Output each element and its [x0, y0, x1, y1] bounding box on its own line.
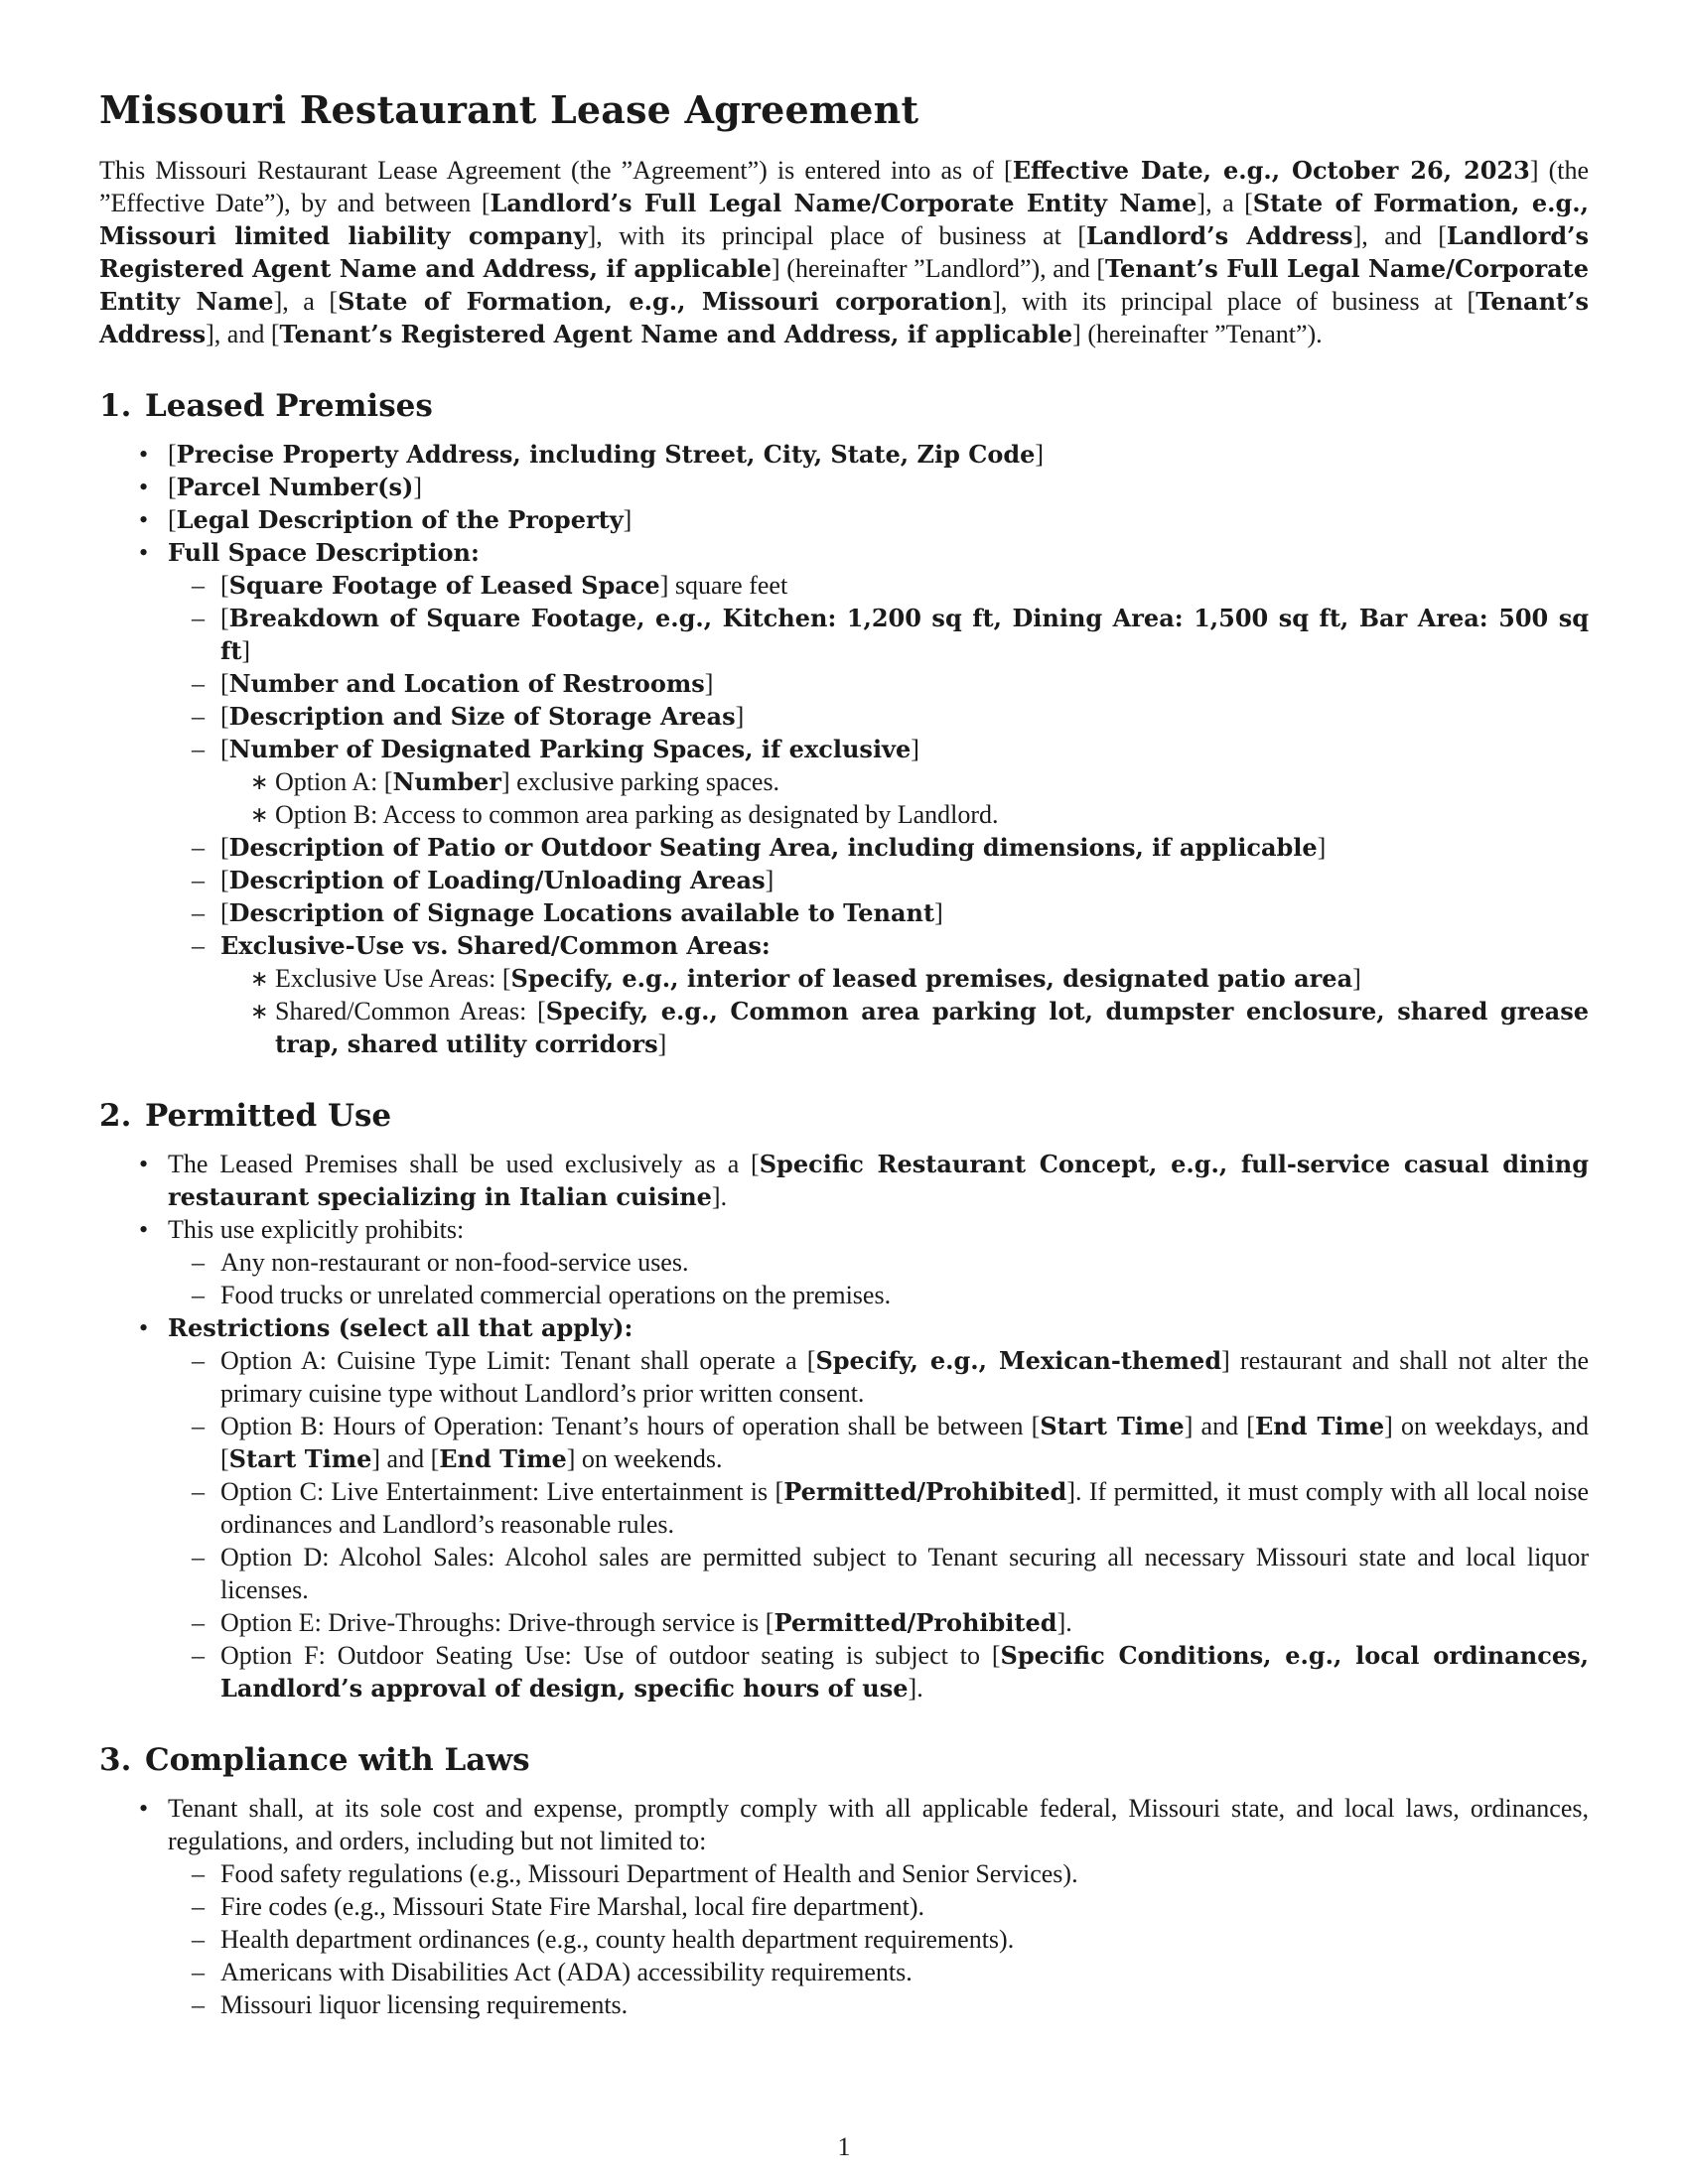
placeholder-field: Landlord’s Full Legal Name/Corporate Entity Name — [490, 189, 1197, 217]
placeholder-field: Description of Loading/Unloading Areas — [228, 866, 766, 894]
text-run: Health department ordinances (e.g., county health department requirements). — [220, 1925, 1015, 1954]
sections-container — [99, 388, 1589, 2021]
text-run: Tenant shall, at its sole cost and expense, promptly comply with all applicable federal, Missouri state, and local laws, ordinances, regulations, and orders, including but not limited to: — [168, 1794, 1589, 1855]
text-run: Option A: [ — [275, 767, 393, 796]
text-run: ] — [765, 866, 774, 894]
text-run: ] (hereinafter ”Tenant”). — [1072, 320, 1323, 348]
text-run: ] — [1317, 833, 1327, 862]
text-run: ] — [911, 735, 919, 763]
section-title: Permitted Use — [145, 1098, 392, 1134]
list-item — [99, 438, 1589, 471]
list-item — [160, 1410, 1589, 1475]
section-2 — [99, 1098, 1589, 1705]
list-item — [99, 1148, 1589, 1213]
list-item — [160, 1857, 1589, 1890]
list-item — [160, 700, 1589, 733]
text-run: ] exclusive parking spaces. — [500, 767, 780, 796]
document-page — [99, 87, 1589, 2021]
text-run: Food trucks or unrelated commercial operations on the premises. — [220, 1281, 892, 1309]
text-run: ], and [ — [1352, 221, 1447, 250]
list-item — [99, 1311, 1589, 1705]
list-item — [160, 569, 1589, 602]
text-run: [ — [168, 473, 177, 501]
section-number: 2. — [99, 1098, 132, 1134]
list-item — [160, 1988, 1589, 2021]
list-item — [160, 667, 1589, 700]
list-item — [160, 1344, 1589, 1410]
list-item — [220, 995, 1589, 1060]
section-1 — [99, 388, 1589, 1060]
list-item — [99, 503, 1589, 536]
list-item — [160, 1956, 1589, 1988]
text-run: ]. — [1056, 1608, 1072, 1637]
placeholder-field: Number of Designated Parking Spaces, if exclusive — [228, 735, 912, 763]
text-run: Option B: Hours of Operation: Tenant’s hours of operation shall be between [ — [220, 1412, 1041, 1440]
text-run: ], with its principal place of business at [ — [587, 221, 1086, 250]
section-3 — [99, 1742, 1589, 2021]
text-run: Option C: Live Entertainment: Live entertainment is [ — [220, 1477, 784, 1506]
placeholder-field: End Time — [439, 1444, 567, 1473]
placeholder-field: Permitted/Prohibited — [783, 1477, 1067, 1506]
list-level-2 — [160, 1344, 1589, 1705]
text-run: Missouri liquor licensing requirements. — [220, 1990, 629, 2019]
text-run: [ — [220, 571, 229, 600]
list-level-3 — [220, 962, 1589, 1060]
text-run: ], and [ — [206, 320, 280, 348]
text-run: ] (the ”Effective Date”), by and between [ — [99, 156, 1589, 217]
text-run: [ — [168, 505, 177, 534]
list-item — [160, 864, 1589, 896]
list-level-3 — [220, 765, 1589, 831]
placeholder-field: Landlord’s Registered Agent Name and Address, if applicable — [99, 221, 1589, 283]
placeholder-field: Number — [392, 767, 501, 796]
placeholder-field: Full Space Description: — [168, 538, 480, 567]
placeholder-field: Start Time — [228, 1444, 372, 1473]
list-item — [160, 1279, 1589, 1311]
placeholder-field: Specific Restaurant Concept, e.g., full-service casual dining restaurant specializing in Italian cuisine — [168, 1150, 1589, 1211]
section-number: 3. — [99, 1742, 132, 1778]
list-item — [160, 1475, 1589, 1541]
list-item — [160, 1246, 1589, 1279]
intro-paragraph — [99, 154, 1589, 350]
section-number: 1. — [99, 388, 132, 424]
text-run: Option D: Alcohol Sales: Alcohol sales are permitted subject to Tenant securing all necessary Missouri state and local liquor licenses. — [220, 1543, 1589, 1604]
placeholder-field: Landlord’s Address — [1086, 221, 1353, 250]
text-run: This use explicitly prohibits: — [168, 1215, 465, 1244]
text-run: ] and [ — [1184, 1412, 1255, 1440]
list-item — [160, 896, 1589, 929]
text-run: The Leased Premises shall be used exclusively as a [ — [168, 1150, 760, 1178]
placeholder-field: Square Footage of Leased Space — [228, 571, 660, 600]
text-run: ], a [ — [1196, 189, 1253, 217]
text-run: This Missouri Restaurant Lease Agreement (the ”Agreement”) is entered into as of [ — [99, 156, 1013, 185]
text-run: ] — [657, 1029, 667, 1058]
text-run: [ — [220, 833, 229, 862]
text-run: ] square feet — [659, 571, 788, 600]
placeholder-field: Parcel Number(s) — [176, 473, 414, 501]
placeholder-field: Exclusive-Use vs. Shared/Common Areas: — [220, 931, 771, 960]
list-item — [99, 1792, 1589, 2021]
text-run: Fire codes (e.g., Missouri State Fire Marshal, local fire department). — [220, 1892, 925, 1921]
text-run: ]. If permitted, it must comply with all local noise ordinances and Landlord’s reasonable rules. — [220, 1477, 1589, 1539]
text-run: ] — [623, 505, 633, 534]
text-run: Option E: Drive-Throughs: Drive-through service is [ — [220, 1608, 774, 1637]
placeholder-field: Description and Size of Storage Areas — [228, 702, 736, 731]
text-run: ]. — [711, 1182, 728, 1211]
list-level-1 — [99, 438, 1589, 1060]
placeholder-field: State of Formation, e.g., Missouri limited liability company — [99, 189, 1590, 250]
text-run: ] — [1352, 964, 1361, 993]
text-run: ] — [735, 702, 745, 731]
placeholder-field: Number and Location of Restrooms — [228, 669, 705, 698]
text-run: ] — [704, 669, 714, 698]
text-run: ] restaurant and shall not alter the primary cuisine type without Landlord’s prior written consent. — [220, 1346, 1589, 1408]
placeholder-field: Effective Date, e.g., October 26, 2023 — [1012, 156, 1530, 185]
placeholder-field: Description of Signage Locations available to Tenant — [228, 898, 935, 927]
list-item — [220, 962, 1589, 995]
text-run: ] on weekdays, and [ — [220, 1412, 1589, 1473]
list-item — [160, 1639, 1589, 1705]
text-run: [ — [168, 440, 177, 469]
document-title: Missouri Restaurant Lease Agreement — [99, 87, 919, 132]
text-run: ]. — [908, 1674, 923, 1703]
section-heading — [99, 1098, 1589, 1134]
text-run: ] — [934, 898, 943, 927]
placeholder-field: Description of Patio or Outdoor Seating Area, including dimensions, if applicable — [228, 833, 1318, 862]
text-run: ] — [413, 473, 422, 501]
text-run: Exclusive Use Areas: [ — [275, 964, 511, 993]
list-level-1 — [99, 1148, 1589, 1705]
text-run: [ — [220, 898, 229, 927]
placeholder-field: Specify, e.g., interior of leased premises, designated patio area — [510, 964, 1353, 993]
section-heading — [99, 388, 1589, 424]
list-item — [160, 1606, 1589, 1639]
text-run: [ — [220, 604, 229, 632]
placeholder-field: Permitted/Prohibited — [774, 1608, 1057, 1637]
text-run: ], a [ — [273, 287, 339, 316]
placeholder-field: Precise Property Address, including Street, City, State, Zip Code — [176, 440, 1036, 469]
list-item — [99, 1213, 1589, 1311]
placeholder-field: End Time — [1254, 1412, 1385, 1440]
placeholder-field: Legal Description of the Property — [176, 505, 624, 534]
section-title: Leased Premises — [145, 388, 433, 424]
placeholder-field: Start Time — [1040, 1412, 1185, 1440]
placeholder-field: Restrictions (select all that apply): — [168, 1313, 633, 1342]
placeholder-field: State of Formation, e.g., Missouri corporation — [338, 287, 993, 316]
list-item — [160, 1890, 1589, 1923]
placeholder-field: Tenant’s Address — [99, 287, 1589, 348]
list-item — [99, 536, 1589, 1060]
page-number: 1 — [837, 2132, 851, 2161]
text-run: Any non-restaurant or non-food-service uses. — [220, 1248, 689, 1277]
placeholder-field: Tenant’s Registered Agent Name and Address, if applicable — [279, 320, 1073, 348]
text-run: Food safety regulations (e.g., Missouri Department of Health and Senior Services). — [220, 1859, 1078, 1888]
list-level-2 — [160, 1246, 1589, 1311]
list-item — [220, 765, 1589, 798]
placeholder-field: Tenant’s Full Legal Name/Corporate Entity Name — [99, 254, 1590, 316]
list-item — [99, 471, 1589, 503]
text-run: Americans with Disabilities Act (ADA) accessibility requirements. — [220, 1958, 913, 1986]
section-heading — [99, 1742, 1589, 1778]
list-item — [160, 1541, 1589, 1606]
placeholder-field: Specify, e.g., Mexican-themed — [815, 1346, 1222, 1375]
text-run: Option B: Access to common area parking as designated by Landlord. — [275, 800, 999, 829]
list-item — [160, 831, 1589, 864]
list-item — [220, 798, 1589, 831]
placeholder-field: Specific Conditions, e.g., local ordinances, Landlord’s approval of design, specific hours of use — [220, 1641, 1589, 1703]
text-run: ], with its principal place of business at [ — [992, 287, 1477, 316]
text-run: Shared/Common Areas: [ — [275, 997, 546, 1025]
list-item — [160, 929, 1589, 1060]
text-run: ] on weekends. — [566, 1444, 723, 1473]
text-run: [ — [220, 735, 229, 763]
text-run: ] — [241, 636, 251, 665]
text-run: ] and [ — [371, 1444, 440, 1473]
list-level-2 — [160, 1857, 1589, 2021]
list-item — [160, 1923, 1589, 1956]
text-run: Option F: Outdoor Seating Use: Use of outdoor seating is subject to [ — [220, 1641, 1001, 1670]
list-level-1 — [99, 1792, 1589, 2021]
list-level-2 — [160, 569, 1589, 1060]
text-run: [ — [220, 702, 229, 731]
list-item — [160, 602, 1589, 667]
text-run: ] — [1035, 440, 1045, 469]
text-run: [ — [220, 866, 229, 894]
text-run: Option A: Cuisine Type Limit: Tenant shall operate a [ — [220, 1346, 816, 1375]
text-run: [ — [220, 669, 229, 698]
section-title: Compliance with Laws — [145, 1742, 530, 1778]
placeholder-field: Specify, e.g., Common area parking lot, dumpster enclosure, shared grease trap, shared utility corridors — [275, 997, 1589, 1058]
list-item — [160, 733, 1589, 831]
text-run: ] (hereinafter ”Landlord”), and [ — [772, 254, 1106, 283]
placeholder-field: Breakdown of Square Footage, e.g., Kitchen: 1,200 sq ft, Dining Area: 1,500 sq ft, Bar Area: 500 sq ft — [220, 604, 1589, 665]
